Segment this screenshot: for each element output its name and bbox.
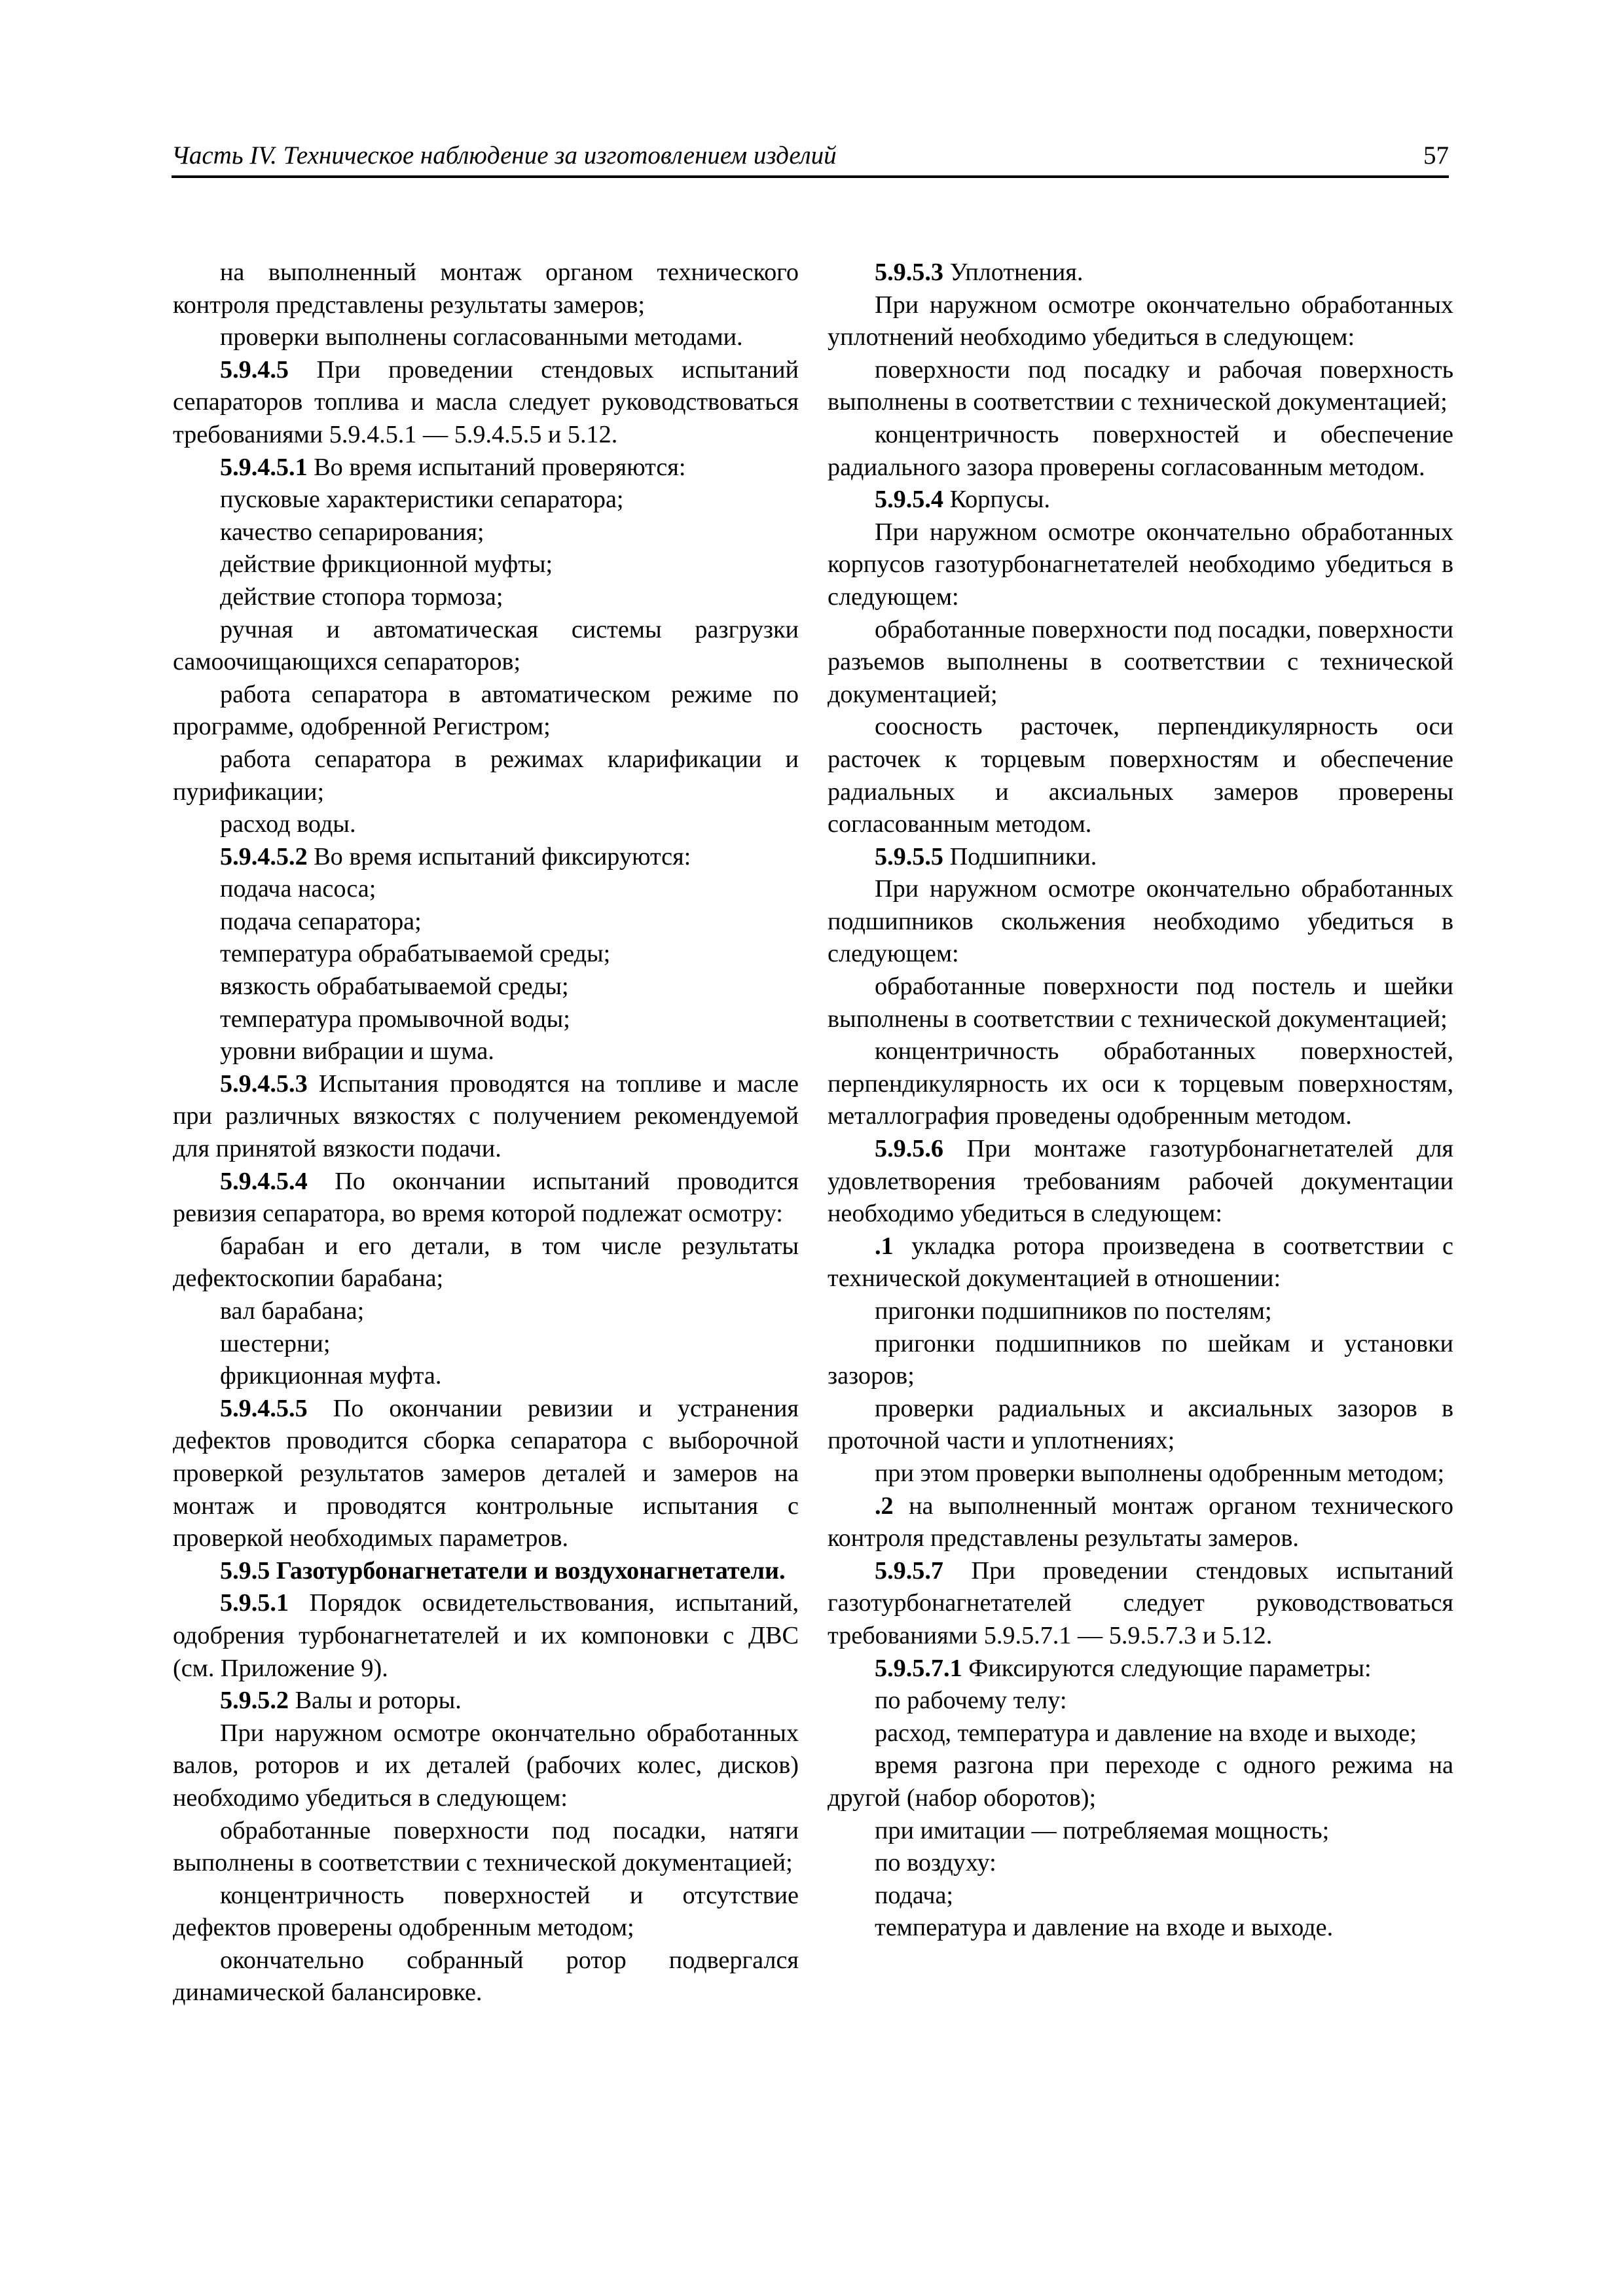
paragraph bbox=[173, 1003, 799, 1036]
paragraph bbox=[173, 452, 799, 484]
paragraph bbox=[173, 614, 799, 679]
paragraph bbox=[173, 321, 799, 354]
paragraph-text: концентричность поверхностей и отсутствие дефектов проверены одобренным методом; bbox=[173, 1881, 799, 1942]
paragraph-text: пригонки подшипников по шейкам и установки зазоров; bbox=[828, 1329, 1453, 1390]
clause-number: 5.9.5 Газотурбонагнетатели и воздухонагнетатели. bbox=[220, 1556, 786, 1585]
paragraph-text: действие стопора тормоза; bbox=[220, 583, 503, 611]
paragraph bbox=[173, 1360, 799, 1393]
paragraph-text: вал барабана; bbox=[220, 1297, 365, 1325]
paragraph-text: По окончании ревизии и устранения дефектов проводится сборка сепаратора с выборочной проверкой результатов замеров деталей и замеров на монтаж и проводятся контрольные испытания с проверкой необходимых параметров. bbox=[173, 1394, 799, 1552]
paragraph bbox=[173, 679, 799, 744]
paragraph-text: время разгона при переходе с одного режима на другой (набор оборотов); bbox=[828, 1751, 1453, 1812]
paragraph bbox=[173, 873, 799, 906]
clause-number: 5.9.5.7.1 bbox=[875, 1654, 962, 1682]
paragraph-text: обработанные поверхности под постель и шейки выполнены в соответствии с технической документацией; bbox=[828, 973, 1453, 1033]
paragraph bbox=[828, 1847, 1453, 1880]
paragraph-text: при имитации — потребляемая мощность; bbox=[875, 1816, 1330, 1844]
paragraph bbox=[173, 1068, 799, 1166]
clause-number: 5.9.5.1 bbox=[220, 1589, 289, 1617]
paragraph-text: Испытания проводятся на топливе и масле при различных вязкостях с получением рекомендуемой для принятой вязкости подачи. bbox=[173, 1069, 799, 1163]
paragraph-text: концентричность обработанных поверхностей, перпендикулярность их оси к торцевым поверхностям, металлография проведены одобренным методом. bbox=[828, 1037, 1453, 1130]
paragraph bbox=[828, 1490, 1453, 1555]
paragraph bbox=[173, 906, 799, 939]
paragraph bbox=[828, 1133, 1453, 1230]
paragraph bbox=[828, 1328, 1453, 1393]
paragraph bbox=[828, 516, 1453, 614]
paragraph bbox=[828, 1230, 1453, 1295]
clause-number: 5.9.5.5 bbox=[875, 842, 944, 870]
clause-number: 5.9.5.2 bbox=[220, 1687, 289, 1715]
paragraph bbox=[828, 614, 1453, 711]
paragraph-text: Во время испытаний проверяются: bbox=[307, 453, 686, 481]
paragraph bbox=[173, 1880, 799, 1945]
paragraph bbox=[173, 1815, 799, 1880]
paragraph-text: пусковые характеристики сепаратора; bbox=[220, 486, 624, 514]
clause-number: 5.9.4.5.5 bbox=[220, 1394, 308, 1422]
paragraph bbox=[828, 419, 1453, 484]
paragraph-text: проверки радиальных и аксиальных зазоров в проточной части и уплотнениях; bbox=[828, 1394, 1453, 1455]
clause-number: 5.9.4.5.2 bbox=[220, 842, 308, 870]
paragraph bbox=[173, 744, 799, 808]
paragraph-text: при этом проверки выполнены одобренным методом; bbox=[875, 1459, 1445, 1487]
paragraph bbox=[173, 1393, 799, 1555]
paragraph-text: При проведении стендовых испытаний сепараторов топлива и масла следует руководствоваться требованиями 5.9.4.5.1 — 5.9.4.5.5 и 5.12. bbox=[173, 355, 799, 448]
paragraph bbox=[828, 1295, 1453, 1328]
clause-number: 5.9.4.5.3 bbox=[220, 1069, 308, 1098]
paragraph bbox=[828, 1393, 1453, 1458]
paragraph bbox=[828, 1749, 1453, 1814]
paragraph-text: При наружном осмотре окончательно обработанных уплотнений необходимо убедиться в следующем: bbox=[828, 291, 1453, 351]
paragraph bbox=[173, 808, 799, 841]
clause-number: 5.9.5.3 bbox=[875, 259, 944, 286]
paragraph bbox=[173, 548, 799, 581]
paragraph-text: По окончании испытаний проводится ревизия сепаратора, во время которой подлежат осмотру: bbox=[173, 1167, 799, 1228]
paragraph bbox=[828, 354, 1453, 419]
paragraph bbox=[173, 1035, 799, 1068]
paragraph bbox=[173, 841, 799, 874]
paragraph bbox=[173, 581, 799, 614]
paragraph bbox=[828, 1458, 1453, 1490]
paragraph-text: Корпусы. bbox=[943, 486, 1051, 514]
paragraph bbox=[828, 1815, 1453, 1848]
paragraph-text: При проведении стендовых испытаний газотурбонагнетателей следует руководствоваться требованиями 5.9.5.7.1 — 5.9.5.7.3 и 5.12. bbox=[828, 1556, 1453, 1649]
paragraph bbox=[173, 516, 799, 549]
paragraph bbox=[173, 1587, 799, 1685]
clause-number: 5.9.4.5.1 bbox=[220, 453, 308, 481]
paragraph bbox=[828, 289, 1453, 354]
paragraph bbox=[173, 1166, 799, 1230]
left-column bbox=[173, 257, 799, 2009]
paragraph-text: При монтаже газотурбонагнетателей для удовлетворения требованиям рабочей документации необходимо убедиться в следующем: bbox=[828, 1135, 1453, 1228]
paragraph-text: температура промывочной воды; bbox=[220, 1005, 570, 1033]
clause-number: .1 bbox=[875, 1232, 894, 1260]
paragraph bbox=[173, 1717, 799, 1815]
paragraph-text: расход, температура и давление на входе и выходе; bbox=[875, 1719, 1417, 1747]
right-column bbox=[828, 257, 1453, 1945]
paragraph-text: действие фрикционной муфты; bbox=[220, 550, 553, 579]
paragraph-text: При наружном осмотре окончательно обработанных валов, роторов и их деталей (рабочих колес, дисков) необходимо убедиться в следующем: bbox=[173, 1719, 799, 1812]
paragraph bbox=[828, 1035, 1453, 1133]
paragraph-text: качество сепарирования; bbox=[220, 518, 484, 546]
running-header bbox=[172, 135, 1449, 178]
paragraph-text: окончательно собранный ротор подвергался динамической балансировке. bbox=[173, 1946, 799, 2007]
paragraph-text: барабан и его детали, в том числе результаты дефектоскопии барабана; bbox=[173, 1232, 799, 1293]
paragraph-text: подача сепаратора; bbox=[220, 907, 422, 935]
clause-number: 5.9.5.6 bbox=[875, 1135, 944, 1163]
clause-number: 5.9.4.5 bbox=[220, 355, 289, 384]
paragraph bbox=[828, 1555, 1453, 1653]
paragraph bbox=[173, 1685, 799, 1717]
paragraph bbox=[173, 971, 799, 1003]
paragraph-text: Подшипники. bbox=[943, 842, 1097, 870]
paragraph bbox=[828, 841, 1453, 874]
paragraph-text: укладка ротора произведена в соответствии с технической документацией в отношении: bbox=[828, 1232, 1453, 1293]
paragraph-text: работа сепаратора в автоматическом режиме по программе, одобренной Регистром; bbox=[173, 680, 799, 741]
paragraph-text: на выполненный монтаж органом технического контроля представлены результаты замеров; bbox=[173, 259, 799, 319]
paragraph bbox=[828, 711, 1453, 840]
paragraph-text: температура обрабатываемой среды; bbox=[220, 940, 611, 968]
page-number: 57 bbox=[1423, 141, 1449, 170]
clause-number: 5.9.5.7 bbox=[875, 1556, 944, 1585]
paragraph bbox=[173, 484, 799, 516]
paragraph bbox=[828, 484, 1453, 516]
clause-number: .2 bbox=[875, 1492, 894, 1520]
paragraph-text: соосность расточек, перпендикулярность оси расточек к торцевым поверхностям и обеспечение радиальных и аксиальных замеров проверены согласованным методом. bbox=[828, 713, 1453, 838]
paragraph-text: Валы и роторы. bbox=[289, 1687, 462, 1715]
paragraph-text: Во время испытаний фиксируются: bbox=[307, 842, 691, 870]
paragraph bbox=[828, 1653, 1453, 1685]
paragraph bbox=[828, 971, 1453, 1035]
paragraph bbox=[828, 873, 1453, 971]
paragraph-text: обработанные поверхности под посадки, поверхности разъемов выполнены в соответствии с технической документацией; bbox=[828, 615, 1453, 708]
paragraph bbox=[173, 938, 799, 971]
clause-number: 5.9.4.5.4 bbox=[220, 1167, 308, 1195]
paragraph-text: расход воды. bbox=[220, 810, 356, 838]
paragraph bbox=[173, 1945, 799, 2009]
paragraph-text: ручная и автоматическая системы разгрузки самоочищающихся сепараторов; bbox=[173, 615, 799, 676]
paragraph-text: фрикционная муфта. bbox=[220, 1362, 442, 1390]
paragraph bbox=[173, 1555, 799, 1588]
paragraph-text: шестерни; bbox=[220, 1329, 331, 1357]
paragraph bbox=[828, 1880, 1453, 1912]
paragraph bbox=[173, 1230, 799, 1295]
paragraph-text: температура и давление на входе и выходе. bbox=[875, 1914, 1334, 1942]
paragraph-text: Фиксируются следующие параметры: bbox=[962, 1654, 1372, 1682]
paragraph-text: работа сепаратора в режимах кларификации и пурификации; bbox=[173, 745, 799, 806]
paragraph bbox=[828, 1912, 1453, 1945]
paragraph bbox=[173, 1328, 799, 1361]
paragraph-text: уровни вибрации и шума. bbox=[220, 1037, 494, 1066]
paragraph bbox=[173, 354, 799, 452]
paragraph-text: подача; bbox=[875, 1881, 954, 1909]
paragraph bbox=[828, 1685, 1453, 1717]
paragraph-text: по воздуху: bbox=[875, 1849, 996, 1877]
paragraph-text: пригонки подшипников по постелям; bbox=[875, 1297, 1272, 1325]
paragraph bbox=[828, 257, 1453, 289]
paragraph-text: поверхности под посадку и рабочая поверхность выполнены в соответствии с технической документацией; bbox=[828, 355, 1453, 416]
paragraph-text: подача насоса; bbox=[220, 875, 376, 903]
paragraph-text: При наружном осмотре окончательно обработанных подшипников скольжения необходимо убедиться в следующем: bbox=[828, 875, 1453, 968]
paragraph-text: на выполненный монтаж органом технического контроля представлены результаты замеров. bbox=[828, 1492, 1453, 1552]
paragraph-text: проверки выполнены согласованными методами. bbox=[220, 323, 743, 351]
clause-number: 5.9.5.4 bbox=[875, 486, 944, 514]
header-title: Часть IV. Техническое наблюдение за изготовлением изделий bbox=[172, 141, 837, 170]
paragraph-text: концентричность поверхностей и обеспечение радиального зазора проверены согласованным методом. bbox=[828, 420, 1453, 481]
paragraph-text: вязкость обрабатываемой среды; bbox=[220, 973, 569, 1001]
paragraph bbox=[828, 1717, 1453, 1750]
paragraph-text: обработанные поверхности под посадки, натяги выполнены в соответствии с технической документацией; bbox=[173, 1816, 799, 1877]
paragraph-text: Уплотнения. bbox=[943, 259, 1084, 286]
paragraph bbox=[173, 257, 799, 321]
paragraph-text: При наружном осмотре окончательно обработанных корпусов газотурбонагнетателей необходимо убедиться в следующем: bbox=[828, 518, 1453, 611]
paragraph-text: по рабочему телу: bbox=[875, 1687, 1067, 1715]
paragraph bbox=[173, 1295, 799, 1328]
paragraph-text: Порядок освидетельствования, испытаний, одобрения турбонагнетателей и их компоновки с ДВС (см. Приложение 9). bbox=[173, 1589, 799, 1682]
